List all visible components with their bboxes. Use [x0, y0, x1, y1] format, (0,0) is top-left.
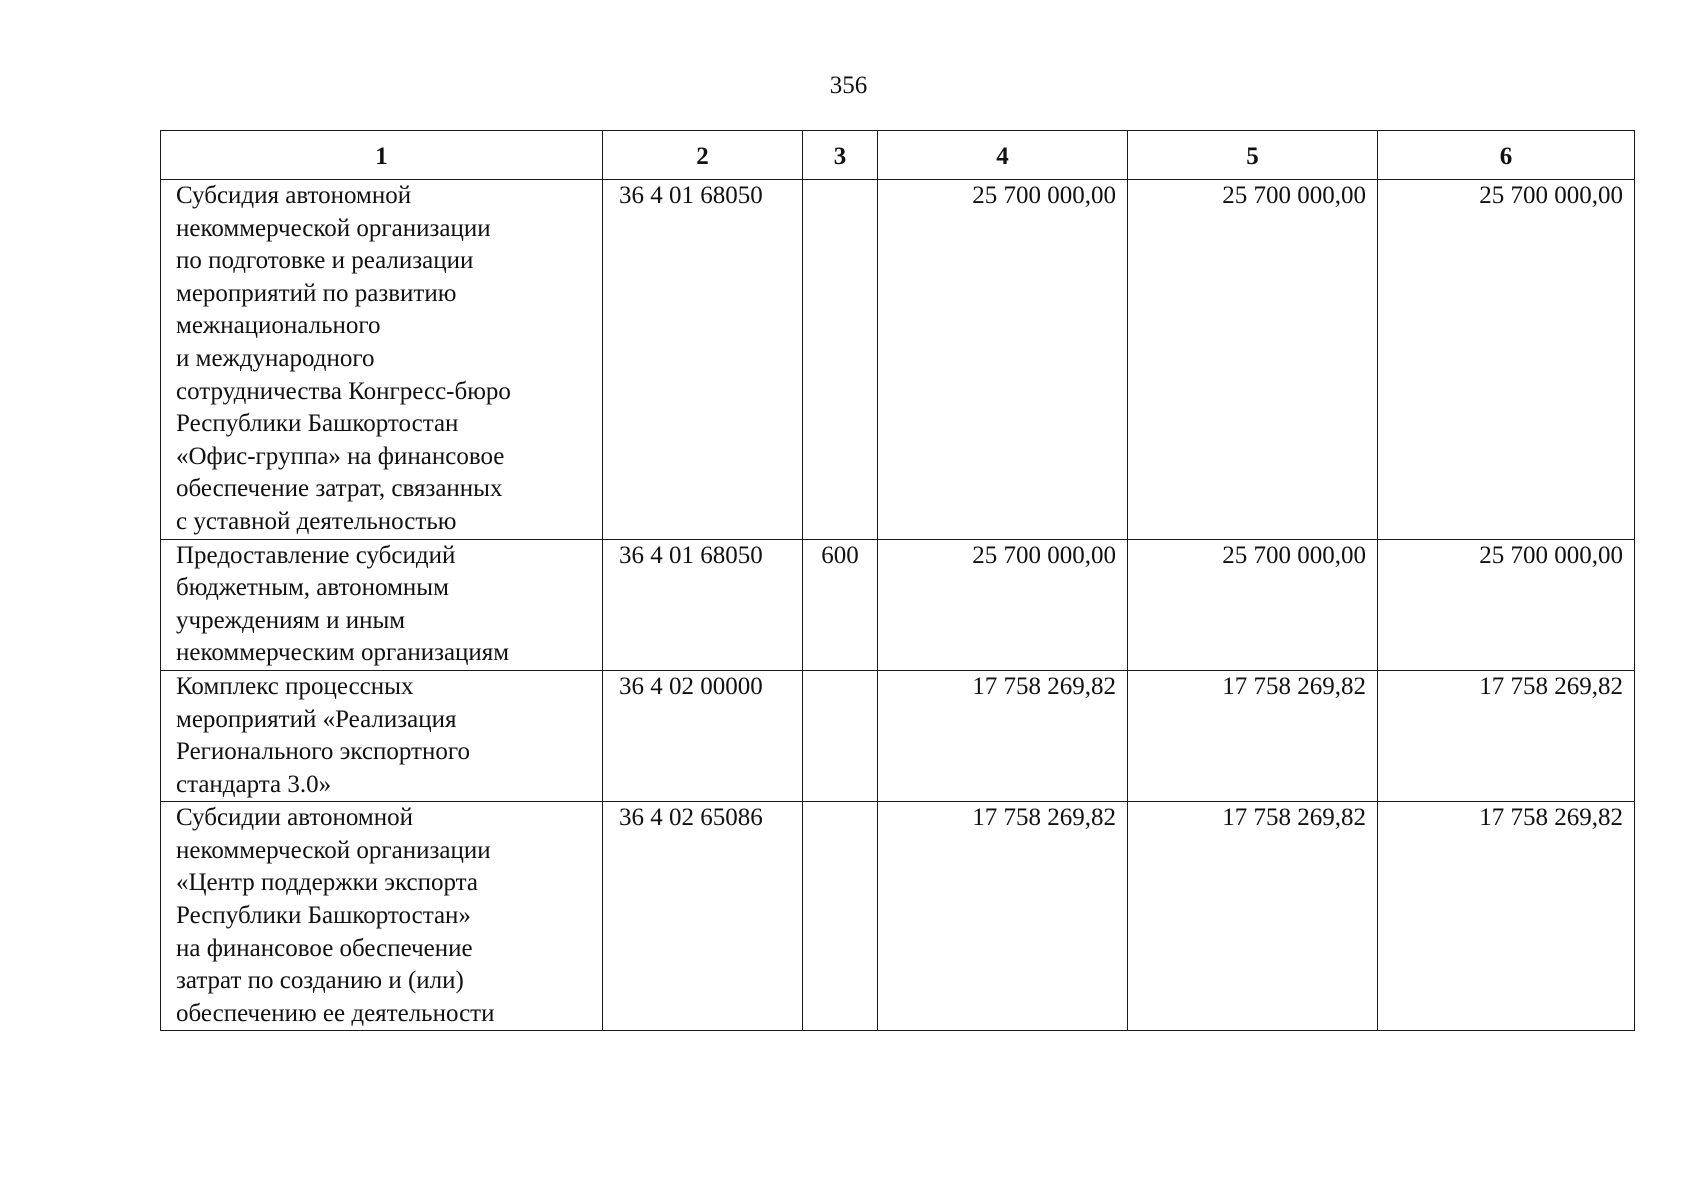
row-name: Субсидия автономной некоммерческой организации по подготовке и реализации мероприятий по развитию межнационального и международного сотрудничества Конгресс-бюро Республики Башкортостан «Офис-группа» на финансовое обеспечение затрат, связанных с уставной деятельностью: [176, 182, 511, 535]
row-type-cell: 600: [803, 539, 878, 670]
column-header-1: 1: [161, 131, 603, 180]
row-value-col4: 17 758 269,82: [878, 670, 1128, 801]
row-type-cell: [803, 180, 878, 540]
table-header-row: [161, 131, 1635, 180]
row-value-col6: 25 700 000,00: [1378, 180, 1635, 540]
row-code-cell: 36 4 02 00000: [603, 670, 803, 801]
column-header-2: 2: [603, 131, 803, 180]
row-type-cell: [803, 802, 878, 1031]
row-value-col5: 25 700 000,00: [1128, 180, 1378, 540]
row-code-cell: 36 4 01 68050: [603, 180, 803, 540]
table-row: [161, 539, 1635, 670]
row-value-col4: 25 700 000,00: [878, 180, 1128, 540]
table-row: [161, 670, 1635, 801]
table-row: [161, 802, 1635, 1031]
row-value-col5: 17 758 269,82: [1128, 670, 1378, 801]
row-name-cell: [161, 539, 603, 670]
row-value-col6: 17 758 269,82: [1378, 670, 1635, 801]
row-value-col6: 25 700 000,00: [1378, 539, 1635, 670]
row-value-col5: 17 758 269,82: [1128, 802, 1378, 1031]
row-name-cell: [161, 180, 603, 540]
row-type-cell: [803, 670, 878, 801]
row-name: Субсидии автономной некоммерческой организации «Центр поддержки экспорта Республики Башкортостан» на финансовое обеспечение затрат по созданию и (или) обеспечению ее деятельности: [176, 804, 495, 1027]
column-header-4: 4: [878, 131, 1128, 180]
row-value-col4: 25 700 000,00: [878, 539, 1128, 670]
table-row: [161, 180, 1635, 540]
budget-table: [160, 130, 1635, 1031]
row-name-cell: [161, 802, 603, 1031]
row-value-col5: 25 700 000,00: [1128, 539, 1378, 670]
column-header-5: 5: [1128, 131, 1378, 180]
row-name: Предоставление субсидий бюджетным, автономным учреждениям и иным некоммерческим организациям: [176, 541, 510, 667]
row-code-cell: 36 4 02 65086: [603, 802, 803, 1031]
row-value-col4: 17 758 269,82: [878, 802, 1128, 1031]
row-name-cell: [161, 670, 603, 801]
row-value-col6: 17 758 269,82: [1378, 802, 1635, 1031]
row-name: Комплекс процессных мероприятий «Реализация Регионального экспортного стандарта 3.0»: [176, 672, 470, 798]
column-header-6: 6: [1378, 131, 1635, 180]
column-header-3: 3: [803, 131, 878, 180]
page-number: 356: [829, 72, 868, 99]
row-code-cell: 36 4 01 68050: [603, 539, 803, 670]
